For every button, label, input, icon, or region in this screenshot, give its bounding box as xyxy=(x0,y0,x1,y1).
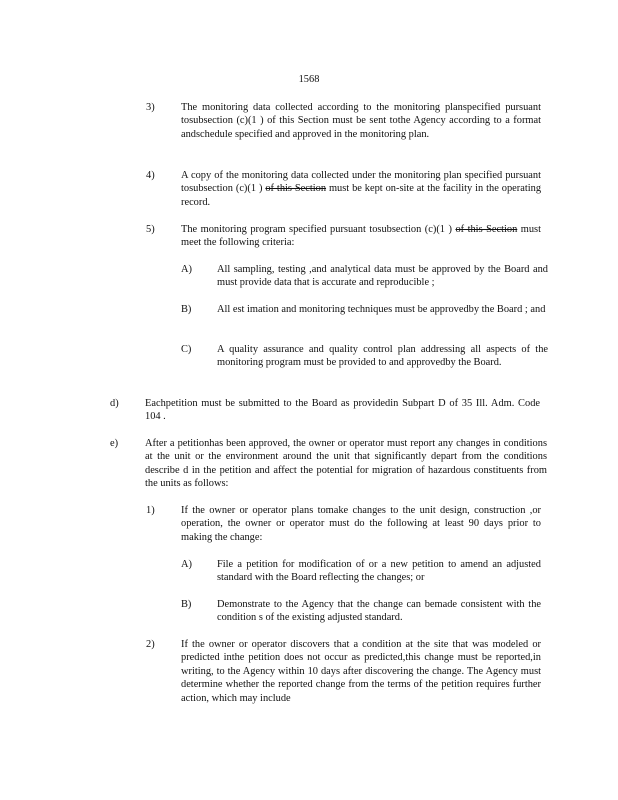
deleted-text: of this Section xyxy=(455,224,518,235)
page-number: 1568 xyxy=(298,74,320,85)
paragraph-text xyxy=(181,223,541,250)
paragraph-text xyxy=(181,169,541,209)
paragraph-label: d) xyxy=(110,398,119,409)
paragraph-label: B) xyxy=(181,304,192,315)
paragraph-label: C) xyxy=(181,344,192,355)
paragraph-text: If the owner or operator plans tomake changes to the unit design, construction ,or operation, the owner or operator must do the following at least 90 days prior to making the change: xyxy=(181,505,541,543)
paragraph-text: File a petition for modification of or a new petition to amend an adjusted standard with the Board reflecting the changes; or xyxy=(217,559,541,584)
text-segment: The monitoring program specified pursuant tosubsection (c)(1 ) xyxy=(181,224,456,235)
paragraph-label: 3) xyxy=(146,102,155,113)
paragraph-label: 5) xyxy=(146,224,155,235)
paragraph-text: If the owner or operator discovers that a condition at the site that was modeled or predicted inthe petition does not occur as predicted,this change must be reported,in writing, to the Agency within 10 days after discovering the change. The Agency must determine whether the reported change from the terms of the petition requires further action, which may include xyxy=(181,639,541,704)
paragraph-text: A quality assurance and quality control plan addressing all aspects of the monitoring program must be provided to and approvedby the Board. xyxy=(217,344,548,369)
paragraph-text: After a petitionhas been approved, the owner or operator must report any changes in conditions at the unit or the environment around the unit that significantly depart from the conditions describe d in the petition and affect the potential for migration of hazardous constituents from the units as follows: xyxy=(145,438,547,490)
paragraph-label: 4) xyxy=(146,170,155,181)
paragraph-text: Demonstrate to the Agency that the change can bemade consistent with the condition s of the existing adjusted standard. xyxy=(217,599,541,624)
paragraph-label: A) xyxy=(181,264,192,275)
paragraph-label: e) xyxy=(110,438,119,449)
paragraph-text: All sampling, testing ,and analytical data must be approved by the Board and must provide data that is accurate and reproducible ; xyxy=(217,264,548,289)
paragraph-label: 1) xyxy=(146,505,155,516)
paragraph-text: The monitoring data collected according to the monitoring planspecified pursuant tosubsection (c)(1 ) of this Section must be sent tothe Agency according to a format andschedule specified and approved in the monitoring plan. xyxy=(181,102,541,140)
paragraph-label: B) xyxy=(181,599,192,610)
text-segment: must meet the following criteria: xyxy=(181,224,541,249)
paragraph-label: 2) xyxy=(146,639,155,650)
deleted-text: of this Section xyxy=(265,183,327,195)
paragraph-text: Eachpetition must be submitted to the Board as providedin Subpart D of 35 Ill. Adm. Code 104 . xyxy=(145,398,540,423)
text-segment: must be kept on-site at the facility in the operating record. xyxy=(181,183,542,208)
paragraph-text: All est imation and monitoring techniques must be approvedby the Board ; and xyxy=(217,304,546,315)
paragraph-label: A) xyxy=(181,559,192,570)
text-segment: A copy of the monitoring data collected under the monitoring plan specified pursuant tosubsection (c)(1 ) xyxy=(181,170,541,195)
